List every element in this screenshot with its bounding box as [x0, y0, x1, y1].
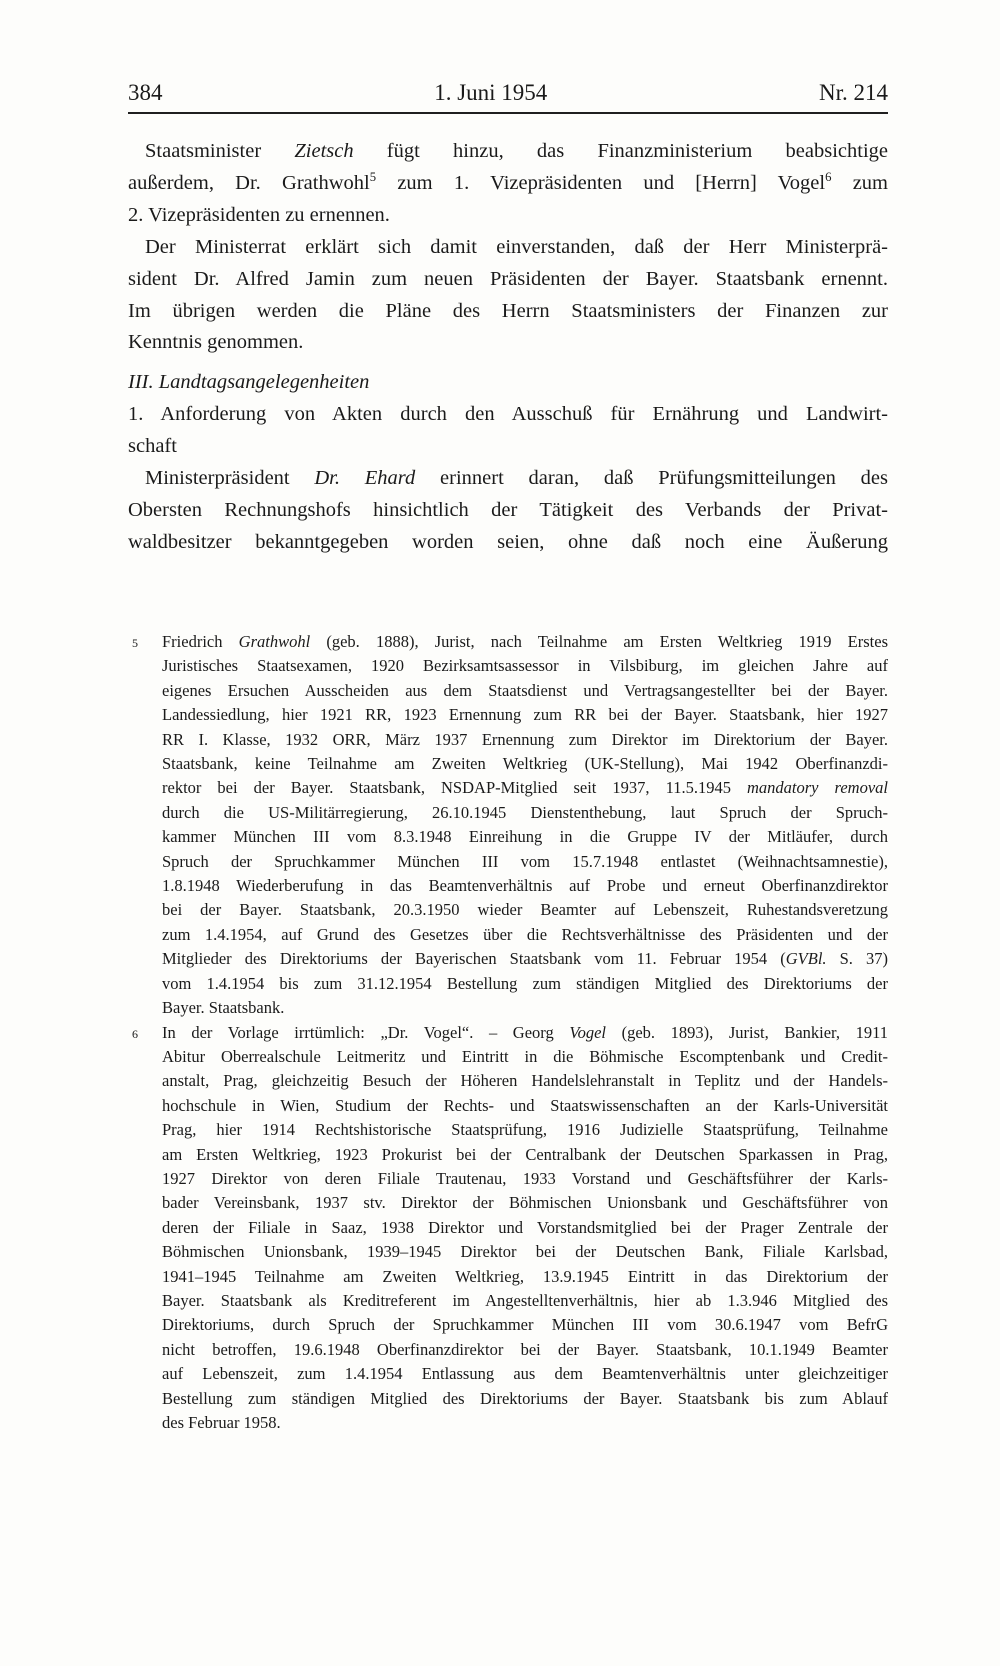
text-segment: rektor bei der Bayer. Staatsbank, NSDAP-Mitglied seit 1937, 11.5.1945	[162, 778, 748, 798]
emphasis-text: Vogel	[569, 1022, 606, 1042]
text-segment: Böhmischen Unionsbank, 1939–1945 Direktor bei der Deutschen Bank, Filiale Karlsbad,	[162, 1242, 888, 1262]
text-line	[162, 1338, 888, 1362]
text-line	[162, 1289, 888, 1313]
text-line	[162, 874, 888, 898]
text-line	[128, 367, 888, 399]
text-segment: Staatsminister	[145, 140, 295, 162]
text-line	[162, 1021, 888, 1045]
text-segment: am Ersten Weltkrieg, 1923 Prokurist bei der Centralbank der Deutschen Sparkassen in Prag,	[162, 1144, 888, 1164]
text-segment: Abitur Oberrealschule Leitmeritz und Eintritt in die Böhmische Escomptenbank und Credit-	[162, 1046, 888, 1066]
text-segment: waldbesitzer bekanntgegeben worden seien, ohne daß noch eine Äußerung	[128, 530, 888, 553]
text-line	[162, 1362, 888, 1386]
text-line	[162, 898, 888, 922]
text-segment: auf Lebenszeit, zum 1.4.1954 Entlassung aus dem Beamtenverhältnis unter gleichzeitiger	[162, 1364, 888, 1384]
text-line	[128, 168, 888, 200]
page-number: 384	[128, 80, 163, 105]
text-line	[128, 495, 888, 527]
text-segment: Staatsbank, keine Teilnahme am Zweiten Weltkrieg (UK-Stellung), Mai 1942 Oberfinanzdi-	[162, 754, 888, 774]
text-segment: hochschule in Wien, Studium der Rechts- und Staatswissenschaften an der Karls-Universität	[162, 1095, 888, 1115]
text-segment: kammer München III vom 8.3.1948 Einreihung in die Gruppe IV der Mitläufer, durch	[162, 827, 888, 847]
text-segment: 1941–1945 Teilnahme am Zweiten Weltkrieg, 13.9.1945 Eintritt in das Direktorium der	[162, 1266, 888, 1286]
paragraph	[128, 463, 888, 559]
text-line	[162, 776, 888, 800]
running-header	[128, 80, 888, 106]
text-segment: Ministerpräsident	[145, 467, 315, 490]
text-line	[162, 1387, 888, 1411]
text-line	[162, 1094, 888, 1118]
text-segment: bader Vereinsbank, 1937 stv. Direktor der Böhmischen Unionsbank und Geschäftsführer von	[162, 1193, 888, 1213]
footnote-number: 6	[132, 1026, 138, 1041]
body-text	[128, 136, 888, 559]
text-line	[162, 1265, 888, 1289]
text-segment: S. 37)	[826, 949, 889, 969]
text-line	[162, 850, 888, 874]
text-segment: 1927 Direktor von deren Filiale Trautenau, 1933 Vorstand und Geschäftsführer der Karls-	[162, 1168, 888, 1188]
emphasis-text: Dr. Ehard	[314, 467, 416, 490]
text-segment: Bestellung zum ständigen Mitglied des Direktoriums der Bayer. Staatsbank bis zum Ablauf	[162, 1388, 888, 1408]
text-line	[162, 752, 888, 776]
text-segment: Bayer. Staatsbank als Kreditreferent im Angestelltenverhältnis, hier ab 1.3.946 Mitglied des	[162, 1290, 888, 1310]
text-segment: erinnert daran, daß Prüfungsmitteilungen des	[415, 467, 888, 490]
text-line	[128, 527, 888, 559]
text-segment: Obersten Rechnungshofs hinsichtlich der Tätigkeit des Verbands der Privat-	[128, 498, 888, 521]
emphasis-text: III. Landtagsangelegenheiten	[128, 371, 370, 394]
text-line	[162, 1411, 888, 1435]
text-segment: durch die US-Militärregierung, 26.10.1945 Dienstenthebung, laut Spruch der Spruch-	[162, 802, 888, 822]
footnote-number: 5	[132, 636, 138, 650]
text-segment: des Februar 1958.	[162, 1413, 281, 1432]
text-segment: RR I. Klasse, 1932 ORR, März 1937 Ernennung zum Direktor im Direktorium der Bayer.	[162, 729, 888, 749]
footnote-ref: 6	[825, 170, 832, 185]
text-segment: 1. Anforderung von Akten durch den Ausschuß für Ernährung und Landwirt-	[128, 403, 888, 426]
paragraph	[128, 136, 888, 232]
text-line	[162, 801, 888, 825]
text-line	[162, 1118, 888, 1142]
text-segment: nicht betroffen, 19.6.1948 Oberfinanzdirektor bei der Bayer. Staatsbank, 10.1.1949 Beamter	[162, 1339, 888, 1359]
text-segment: (geb. 1893), Jurist, Bankier, 1911	[606, 1022, 888, 1042]
text-line	[162, 654, 888, 678]
text-line	[162, 1191, 888, 1215]
text-segment: schaft	[128, 435, 177, 458]
text-segment: Im übrigen werden die Pläne des Herrn Staatsministers der Finanzen zur	[128, 299, 888, 322]
text-line	[128, 431, 888, 463]
text-segment: 1.8.1948 Wiederberufung in das Beamtenverhältnis auf Probe und erneut Oberfinanzdirektor	[162, 876, 888, 896]
text-line	[162, 1216, 888, 1240]
text-line	[128, 463, 888, 495]
text-segment: (geb. 1888), Jurist, nach Teilnahme am Ersten Weltkrieg 1919 Erstes	[310, 632, 888, 651]
text-line	[162, 947, 888, 971]
text-segment: Direktoriums, durch Spruch der Spruchkammer München III vom 30.6.1947 vom BefrG	[162, 1315, 888, 1335]
text-segment: Juristisches Staatsexamen, 1920 Bezirksamtsassessor in Vilsbiburg, im gleichen Jahre auf	[162, 656, 888, 676]
header-rule	[128, 112, 888, 114]
paragraph	[128, 399, 888, 463]
text-segment: zum	[831, 171, 889, 194]
footnote-text	[162, 1021, 888, 1436]
text-line	[162, 1167, 888, 1191]
text-segment: Der Ministerrat erklärt sich damit einverstanden, daß der Herr Ministerprä-	[145, 235, 888, 258]
text-line	[128, 399, 888, 431]
text-segment: zum 1. Vizepräsidenten und [Herrn] Vogel	[376, 171, 826, 194]
footnote-ref: 5	[369, 170, 377, 185]
text-segment: Friedrich	[162, 632, 239, 651]
text-line	[128, 232, 888, 264]
footnote-6	[128, 1021, 888, 1436]
text-segment: Spruch der Spruchkammer München III vom 15.7.1948 entlastet (Weihnachtsamnestie),	[162, 851, 888, 871]
text-line	[162, 1045, 888, 1069]
text-segment: anstalt, Prag, gleichzeitig Besuch der Höheren Handelslehranstalt in Teplitz und der Handels-	[162, 1071, 888, 1091]
text-line	[162, 996, 888, 1020]
text-line	[162, 1313, 888, 1337]
text-segment: sident Dr. Alfred Jamin zum neuen Präsidenten der Bayer. Staatsbank ernennt.	[128, 267, 888, 290]
footnote-5	[128, 630, 888, 1021]
emphasis-text: Grathwohl	[238, 632, 311, 651]
text-line	[128, 200, 888, 232]
text-line	[162, 1143, 888, 1167]
text-line	[128, 296, 888, 328]
text-segment: Landessiedlung, hier 1921 RR, 1923 Ernennung zum RR bei der Bayer. Staatsbank, hier 1927	[162, 705, 888, 725]
text-line	[162, 728, 888, 752]
text-line	[162, 630, 888, 654]
text-segment: deren der Filiale in Saaz, 1938 Direktor und Vorstandsmitglied bei der Prager Zentrale der	[162, 1217, 888, 1237]
emphasis-text: Zietsch	[294, 140, 354, 162]
text-line	[128, 136, 888, 168]
text-line	[162, 825, 888, 849]
issue-number: Nr. 214	[819, 80, 888, 105]
text-line	[162, 703, 888, 727]
text-segment: vom 1.4.1954 bis zum 31.12.1954 Bestellung zum ständigen Mitglied des Direktoriums der	[162, 973, 888, 993]
header-date: 1. Juni 1954	[434, 80, 548, 105]
text-segment: 2. Vizepräsidenten zu ernennen.	[128, 203, 390, 226]
text-line	[128, 327, 888, 359]
text-segment: In der Vorlage irrtümlich: „Dr. Vogel“. – Georg	[162, 1022, 570, 1042]
text-segment: außerdem, Dr. Grathwohl	[128, 171, 370, 194]
text-line	[162, 972, 888, 996]
text-segment: fügt hinzu, das Finanzministerium beabsichtige	[353, 140, 888, 162]
paragraph	[128, 232, 888, 360]
text-line	[162, 1240, 888, 1264]
text-line	[162, 923, 888, 947]
text-segment: zum 1.4.1954, auf Grund des Gesetzes über die Rechtsverhältnisse des Präsidenten und der	[162, 924, 888, 944]
text-line	[162, 679, 888, 703]
section-heading	[128, 367, 888, 399]
text-segment: bei der Bayer. Staatsbank, 20.3.1950 wieder Beamter auf Lebenszeit, Ruhestandsveretzung	[162, 900, 888, 920]
text-segment: Bayer. Staatsbank.	[162, 998, 285, 1018]
text-segment: Prag, hier 1914 Rechtshistorische Staatsprüfung, 1916 Judizielle Staatsprüfung, Teilnahme	[162, 1120, 888, 1140]
emphasis-text: GVBl.	[785, 949, 827, 969]
text-segment: eigenes Ersuchen Ausscheiden aus dem Staatsdienst und Vertragsangestellter bei der Bayer.	[162, 680, 888, 700]
text-line	[162, 1069, 888, 1093]
footnote-text	[162, 630, 888, 1021]
emphasis-text: mandatory removal	[747, 778, 889, 798]
text-line	[128, 264, 888, 296]
text-segment: Kenntnis genommen.	[128, 331, 304, 354]
footnotes-section	[128, 630, 888, 1435]
text-segment: Mitglieder des Direktoriums der Bayerischen Staatsbank vom 11. Februar 1954 (	[162, 949, 786, 969]
